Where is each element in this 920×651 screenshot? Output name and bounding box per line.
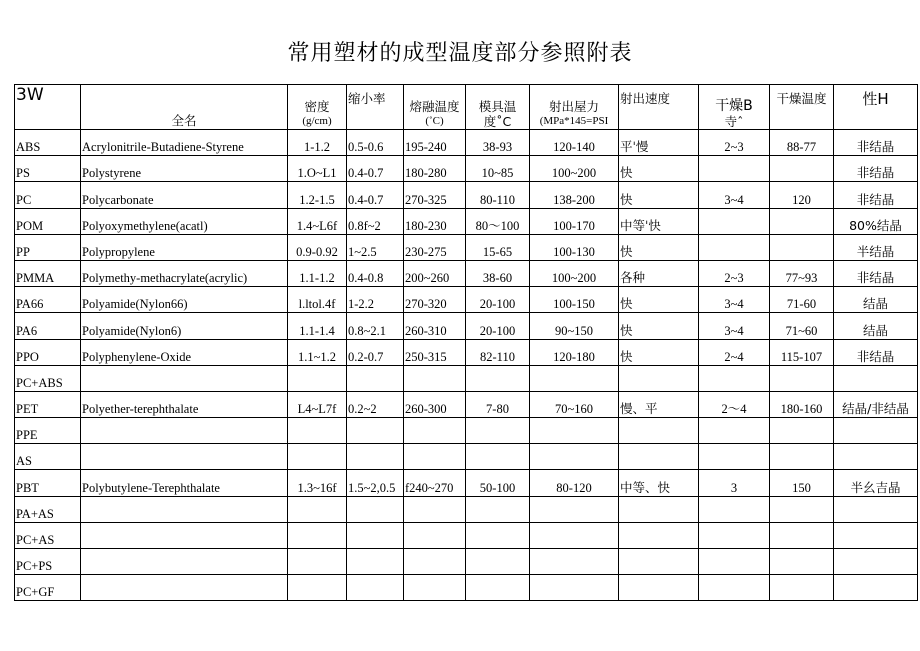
molding-temperature-table: [14, 84, 918, 601]
cell-pressure: [530, 549, 619, 575]
cell-melt: [404, 549, 466, 575]
cell-density: 1.O~L1: [288, 156, 347, 182]
cell-speed: [619, 522, 699, 548]
cell-name: [81, 444, 288, 470]
table-row: [15, 444, 918, 470]
cell-melt: f240~270: [404, 470, 466, 496]
cell-prop: 非结晶: [834, 339, 918, 365]
cell-pressure: 120-180: [530, 339, 619, 365]
cell-abbr: PET: [15, 391, 81, 417]
cell-name: [81, 496, 288, 522]
table-row: [15, 522, 918, 548]
header-drying-time: [699, 85, 770, 130]
cell-prop: [834, 496, 918, 522]
cell-density: [288, 418, 347, 444]
cell-abbr: PC: [15, 182, 81, 208]
cell-speed: 慢、平: [619, 391, 699, 417]
cell-speed: [619, 365, 699, 391]
cell-shrink: 0.2~2: [347, 391, 404, 417]
cell-pressure: 120-140: [530, 130, 619, 156]
cell-shrink: [347, 444, 404, 470]
cell-pressure: 80-120: [530, 470, 619, 496]
cell-drytemp: 77~93: [770, 260, 834, 286]
header-full-name-label: 全名: [171, 113, 197, 128]
cell-speed: 快: [619, 287, 699, 313]
cell-melt: [404, 365, 466, 391]
cell-prop: [834, 418, 918, 444]
cell-prop: [834, 575, 918, 601]
cell-melt: 260-300: [404, 391, 466, 417]
cell-pressure: 100~200: [530, 260, 619, 286]
cell-prop: 结晶: [834, 313, 918, 339]
cell-drytemp: [770, 418, 834, 444]
cell-mold: [466, 575, 530, 601]
cell-drytime: 2~3: [699, 130, 770, 156]
cell-abbr: PC+GF: [15, 575, 81, 601]
cell-melt: 180-230: [404, 208, 466, 234]
cell-abbr: PP: [15, 234, 81, 260]
cell-density: l.ltol.4f: [288, 287, 347, 313]
cell-density: [288, 365, 347, 391]
cell-prop: 非结晶: [834, 156, 918, 182]
cell-mold: [466, 549, 530, 575]
cell-speed: 快: [619, 313, 699, 339]
header-abbreviation-label: 3W: [16, 85, 44, 105]
cell-mold: 50-100: [466, 470, 530, 496]
cell-name: Polyamide(Nylon6): [81, 313, 288, 339]
header-drying-time-label: 干燥B: [715, 98, 753, 114]
cell-prop: 80%结晶: [834, 208, 918, 234]
table-row: [15, 418, 918, 444]
cell-prop: [834, 365, 918, 391]
header-injection-pressure-label: 射出屋力: [548, 99, 599, 114]
cell-abbr: PC+ABS: [15, 365, 81, 391]
cell-mold: [466, 496, 530, 522]
cell-shrink: 0.5-0.6: [347, 130, 404, 156]
cell-pressure: 70~160: [530, 391, 619, 417]
cell-shrink: [347, 365, 404, 391]
cell-shrink: 1-2.2: [347, 287, 404, 313]
cell-drytemp: [770, 575, 834, 601]
cell-melt: [404, 418, 466, 444]
cell-prop: 非结晶: [834, 260, 918, 286]
header-full-name: [81, 85, 288, 130]
cell-shrink: 1.5~2,0.5: [347, 470, 404, 496]
cell-drytemp: 88-77: [770, 130, 834, 156]
header-injection-speed-label: 射出速度: [620, 91, 671, 106]
cell-drytime: [699, 549, 770, 575]
cell-density: [288, 522, 347, 548]
cell-speed: 中等ˈ快: [619, 208, 699, 234]
cell-drytime: 3~4: [699, 182, 770, 208]
table-row: [15, 182, 918, 208]
cell-drytime: [699, 208, 770, 234]
cell-name: [81, 418, 288, 444]
cell-abbr: PA66: [15, 287, 81, 313]
header-drying-time-unit: 寺ˆ: [724, 114, 744, 129]
cell-name: Polyamide(Nylon66): [81, 287, 288, 313]
cell-drytime: 3~4: [699, 287, 770, 313]
cell-shrink: 1~2.5: [347, 234, 404, 260]
cell-drytemp: [770, 365, 834, 391]
cell-drytime: [699, 575, 770, 601]
cell-mold: 10~85: [466, 156, 530, 182]
cell-drytime: [699, 496, 770, 522]
cell-speed: 快: [619, 234, 699, 260]
cell-density: 1.3~16f: [288, 470, 347, 496]
cell-density: [288, 444, 347, 470]
header-injection-pressure-unit: (MPa*145=PSI: [539, 115, 609, 127]
cell-shrink: 0.8~2.1: [347, 313, 404, 339]
cell-density: 1.4~L6f: [288, 208, 347, 234]
cell-density: 1.2-1.5: [288, 182, 347, 208]
header-property-label: 性H: [862, 90, 889, 108]
cell-melt: 270-320: [404, 287, 466, 313]
cell-drytime: [699, 444, 770, 470]
header-injection-pressure: [530, 85, 619, 130]
cell-mold: [466, 444, 530, 470]
cell-mold: [466, 522, 530, 548]
header-injection-speed: [619, 85, 699, 130]
document-title: 常用塑材的成型温度部分参照附表: [287, 41, 633, 66]
cell-density: [288, 496, 347, 522]
cell-density: [288, 575, 347, 601]
cell-abbr: PA+AS: [15, 496, 81, 522]
header-density: [288, 85, 347, 130]
cell-mold: 20-100: [466, 287, 530, 313]
cell-drytemp: 115-107: [770, 339, 834, 365]
cell-melt: [404, 522, 466, 548]
cell-pressure: [530, 496, 619, 522]
cell-speed: 快: [619, 182, 699, 208]
header-shrinkage-label: 缩小率: [348, 91, 386, 106]
cell-melt: 200~260: [404, 260, 466, 286]
header-mold-temp: [466, 85, 530, 130]
cell-prop: 非结晶: [834, 182, 918, 208]
cell-drytemp: [770, 234, 834, 260]
cell-shrink: 0.8f~2: [347, 208, 404, 234]
cell-melt: [404, 496, 466, 522]
cell-density: [288, 549, 347, 575]
cell-shrink: [347, 522, 404, 548]
cell-speed: 各种: [619, 260, 699, 286]
cell-pressure: [530, 575, 619, 601]
table-row: [15, 234, 918, 260]
cell-drytime: 3~4: [699, 313, 770, 339]
cell-name: Polybutylene-Terephthalate: [81, 470, 288, 496]
cell-density: L4~L7f: [288, 391, 347, 417]
cell-name: Polyoxymethylene(acatl): [81, 208, 288, 234]
cell-speed: [619, 444, 699, 470]
cell-prop: 半结晶: [834, 234, 918, 260]
cell-pressure: [530, 522, 619, 548]
cell-speed: 中等、快: [619, 470, 699, 496]
cell-shrink: [347, 496, 404, 522]
cell-drytemp: 180-160: [770, 391, 834, 417]
cell-prop: 结晶: [834, 287, 918, 313]
cell-shrink: [347, 549, 404, 575]
cell-speed: [619, 418, 699, 444]
cell-drytime: [699, 156, 770, 182]
cell-shrink: 0.4-0.7: [347, 156, 404, 182]
cell-speed: [619, 496, 699, 522]
cell-melt: [404, 575, 466, 601]
cell-shrink: [347, 575, 404, 601]
cell-abbr: PPE: [15, 418, 81, 444]
cell-name: [81, 522, 288, 548]
cell-melt: 195-240: [404, 130, 466, 156]
cell-name: Acrylonitrile-Butadiene-Styrene: [81, 130, 288, 156]
cell-speed: 平ˈ慢: [619, 130, 699, 156]
table-row: [15, 575, 918, 601]
cell-mold: [466, 418, 530, 444]
cell-mold: 38-93: [466, 130, 530, 156]
cell-drytemp: [770, 496, 834, 522]
cell-melt: 180-280: [404, 156, 466, 182]
table-row: [15, 287, 918, 313]
header-melt-temp-unit: (˚C): [425, 115, 444, 127]
cell-pressure: 90~150: [530, 313, 619, 339]
table-row: [15, 496, 918, 522]
cell-drytemp: 120: [770, 182, 834, 208]
cell-shrink: [347, 418, 404, 444]
cell-prop: 半幺吉晶: [834, 470, 918, 496]
header-property: [834, 85, 918, 130]
cell-name: Polyphenylene-Oxide: [81, 339, 288, 365]
cell-shrink: 0.2-0.7: [347, 339, 404, 365]
header-drying-temp: [770, 85, 834, 130]
cell-mold: 80～100: [466, 208, 530, 234]
cell-melt: 230-275: [404, 234, 466, 260]
cell-drytemp: [770, 444, 834, 470]
table-row: [15, 156, 918, 182]
cell-drytime: [699, 418, 770, 444]
cell-drytemp: [770, 208, 834, 234]
cell-drytemp: [770, 522, 834, 548]
cell-drytime: 2~4: [699, 339, 770, 365]
cell-drytemp: 71~60: [770, 313, 834, 339]
cell-name: [81, 365, 288, 391]
cell-prop: 非结晶: [834, 130, 918, 156]
cell-drytemp: 150: [770, 470, 834, 496]
cell-abbr: PPO: [15, 339, 81, 365]
cell-melt: 270-325: [404, 182, 466, 208]
cell-prop: [834, 444, 918, 470]
cell-pressure: 100-150: [530, 287, 619, 313]
cell-name: Polyether-terephthalate: [81, 391, 288, 417]
cell-pressure: 138-200: [530, 182, 619, 208]
header-mold-temp-label: 模具温: [478, 99, 517, 114]
cell-prop: [834, 522, 918, 548]
cell-pressure: [530, 444, 619, 470]
cell-drytemp: 71-60: [770, 287, 834, 313]
cell-mold: 82-110: [466, 339, 530, 365]
cell-name: Polypropylene: [81, 234, 288, 260]
cell-speed: 快: [619, 156, 699, 182]
header-mold-temp-unit: 度˚C: [483, 114, 512, 129]
cell-mold: 38-60: [466, 260, 530, 286]
cell-pressure: 100-170: [530, 208, 619, 234]
table-row: [15, 470, 918, 496]
cell-abbr: AS: [15, 444, 81, 470]
cell-speed: 快: [619, 339, 699, 365]
cell-density: 1-1.2: [288, 130, 347, 156]
cell-pressure: [530, 418, 619, 444]
table-row: [15, 365, 918, 391]
header-melt-temp: [404, 85, 466, 130]
cell-melt: [404, 444, 466, 470]
cell-drytime: [699, 365, 770, 391]
cell-abbr: PA6: [15, 313, 81, 339]
cell-density: 1.1-1.2: [288, 260, 347, 286]
cell-speed: [619, 575, 699, 601]
cell-name: Polystyrene: [81, 156, 288, 182]
cell-abbr: POM: [15, 208, 81, 234]
cell-abbr: PC+PS: [15, 549, 81, 575]
cell-drytime: 2~3: [699, 260, 770, 286]
cell-prop: [834, 549, 918, 575]
header-density-label: 密度: [304, 99, 330, 114]
cell-mold: 20-100: [466, 313, 530, 339]
cell-melt: 250-315: [404, 339, 466, 365]
header-melt-temp-label: 熔融温度: [409, 99, 460, 114]
table-row: [15, 391, 918, 417]
cell-pressure: 100-130: [530, 234, 619, 260]
cell-shrink: 0.4-0.7: [347, 182, 404, 208]
table-row: [15, 260, 918, 286]
table-row: [15, 549, 918, 575]
cell-abbr: ABS: [15, 130, 81, 156]
header-row: [15, 85, 918, 130]
header-abbreviation: [15, 85, 81, 130]
cell-drytime: 3: [699, 470, 770, 496]
cell-abbr: PS: [15, 156, 81, 182]
cell-name: Polymethy-methacrylate(acrylic): [81, 260, 288, 286]
cell-mold: 80-110: [466, 182, 530, 208]
cell-name: [81, 575, 288, 601]
table-row: [15, 339, 918, 365]
cell-shrink: 0.4-0.8: [347, 260, 404, 286]
header-drying-temp-label: 干燥温度: [776, 91, 827, 106]
cell-melt: 260-310: [404, 313, 466, 339]
cell-mold: [466, 365, 530, 391]
cell-abbr: PMMA: [15, 260, 81, 286]
cell-drytemp: [770, 156, 834, 182]
cell-name: [81, 549, 288, 575]
cell-pressure: [530, 365, 619, 391]
cell-name: Polycarbonate: [81, 182, 288, 208]
table-row: [15, 130, 918, 156]
cell-prop: 结晶/非结晶: [834, 391, 918, 417]
cell-density: 0.9-0.92: [288, 234, 347, 260]
table-row: [15, 208, 918, 234]
header-density-unit: (g/cm): [302, 115, 332, 127]
cell-drytime: [699, 522, 770, 548]
cell-density: 1.1~1.2: [288, 339, 347, 365]
cell-mold: 7-80: [466, 391, 530, 417]
table-body: [15, 130, 918, 601]
cell-drytemp: [770, 549, 834, 575]
cell-speed: [619, 549, 699, 575]
cell-pressure: 100~200: [530, 156, 619, 182]
cell-mold: 15-65: [466, 234, 530, 260]
cell-drytime: 2～4: [699, 391, 770, 417]
cell-density: 1.1-1.4: [288, 313, 347, 339]
table-row: [15, 313, 918, 339]
cell-drytime: [699, 234, 770, 260]
header-shrinkage: [347, 85, 404, 130]
cell-abbr: PBT: [15, 470, 81, 496]
cell-abbr: PC+AS: [15, 522, 81, 548]
